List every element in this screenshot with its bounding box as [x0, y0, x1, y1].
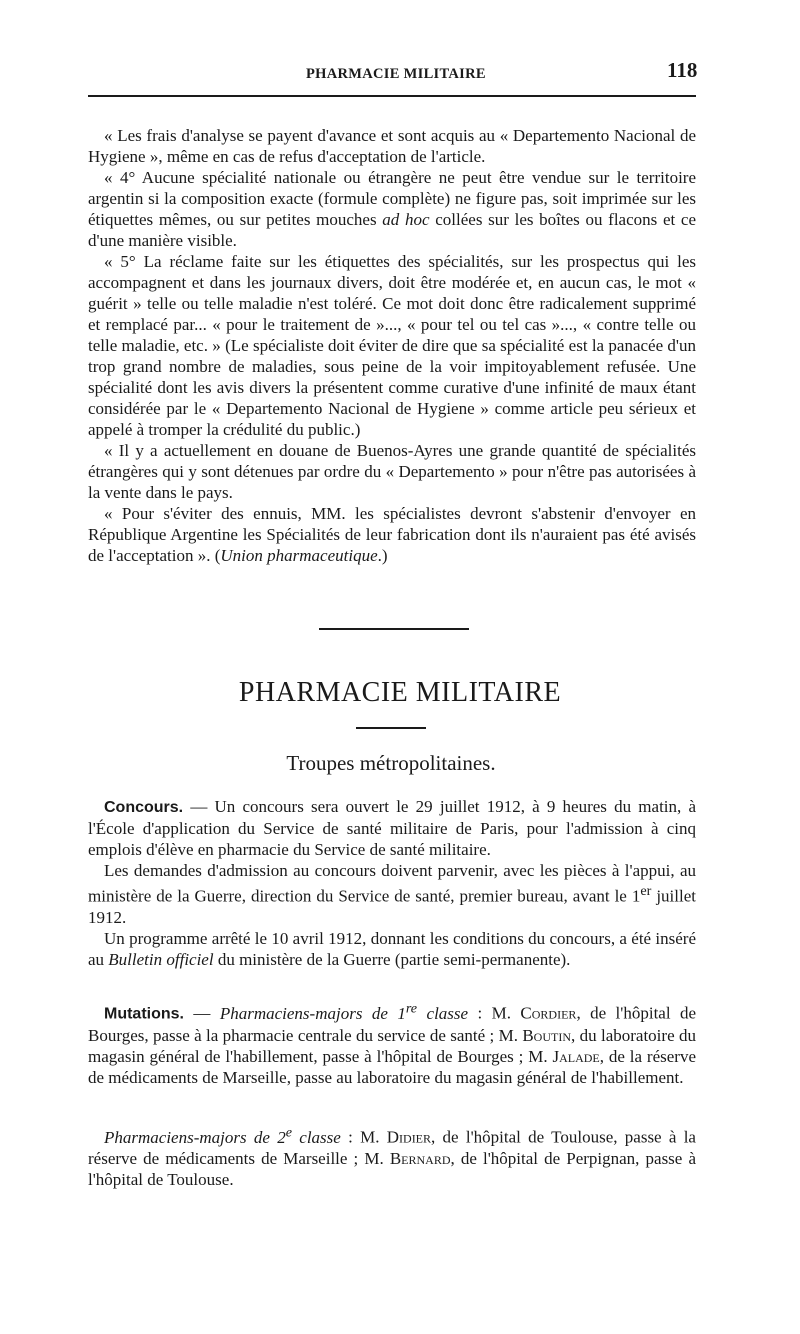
paragraph	[88, 503, 696, 566]
person-name: Boutin	[522, 1025, 572, 1045]
paragraph	[88, 928, 696, 970]
title-underline-rule	[356, 727, 426, 729]
paragraph	[88, 860, 696, 928]
person-name: Cordier	[520, 1003, 577, 1023]
paragraph	[88, 796, 696, 860]
grade-label	[219, 1000, 469, 1023]
mutations-block-2	[88, 1122, 696, 1190]
text-run: —	[184, 1003, 220, 1023]
person-name: Jalade	[552, 1046, 600, 1066]
text-run: , de l'hôpital de Toulouse, passe à la réserve de médicaments de Marseille ; M.	[88, 1127, 696, 1168]
text-run: : M.	[340, 1127, 387, 1147]
text-run: du ministère de la Guerre (partie semi-permanente).	[213, 949, 571, 969]
grade-label	[104, 1124, 341, 1147]
text-run: .)	[377, 546, 388, 565]
run-in-heading: Mutations.	[104, 1005, 184, 1023]
source-citation: Union pharmaceutique	[220, 546, 378, 565]
superscript: re	[405, 1000, 418, 1016]
intro-text-block	[88, 125, 696, 566]
text-run: « Pour s'éviter des ennuis, MM. les spécialistes devront s'abstenir d'envoyer en République Argentine les Spécialités de leur fabrication dont ils n'auraient pas été avisés de l'acceptation ». (	[88, 504, 696, 565]
text-run: collées sur les boîtes ou flacons et ce d'une manière visible.	[88, 210, 697, 250]
paragraph: « 5° La réclame faite sur les étiquettes des spécialités, sur les prospectus qui les accompagnent et dans les journaux divers, doit être modérée et, en aucun cas, le mot « guérit » telle ou telle maladie n'est toléré. Ce mot doit donc être radicalement supprimé et remplacé par... « pour le traitement de »..., « pour tel ou tel cas »..., « contre telle ou telle maladie, etc. » (Le spécialiste doit éviter de dire que sa spécialité est la panacée d'un trop grand nombre de maladies, sous peine de la voir impitoyablement refusée. Une spécialité dont les avis divers la présentent comme curative d'une infinité de maux étant considérée par le « Departemento Nacional de Hygiene » comme article peu sérieux et appelé à tromper la crédulité du public.)	[88, 252, 696, 439]
text-run: Pharmaciens-majors de 2	[104, 1127, 286, 1147]
text-run: : M.	[468, 1003, 521, 1023]
section-title: PHARMACIE MILITAIRE	[238, 677, 562, 708]
page-number: 118	[667, 58, 698, 82]
concours-block	[88, 796, 696, 970]
italic-term: ad hoc	[382, 210, 430, 229]
header-rule	[88, 95, 696, 97]
superscript: e	[285, 1124, 292, 1140]
paragraph	[88, 1122, 696, 1190]
section-separator-rule	[319, 628, 469, 630]
text-run: — Un concours sera ouvert le 29 juillet 1912, à 9 heures du matin, à l'École d'application du Service de santé militaire de Paris, pour l'admission à cinq emplois d'élève en pharmacie du Service de santé militaire.	[88, 797, 696, 859]
text-run: , de l'hôpital de Perpignan, passe à l'hôpital de Toulouse.	[88, 1148, 696, 1189]
mutations-block-1	[88, 998, 696, 1088]
text-run: Les demandes d'admission au concours doivent parvenir, avec les pièces à l'appui, au ministère de la Guerre, direction du Service de santé, premier bureau, avant le 1	[88, 861, 696, 906]
text-run: classe	[417, 1003, 469, 1023]
paragraph: « Il y a actuellement en douane de Buenos-Ayres une grande quantité de spécialités étrangères qui y sont détenues par ordre du « Departemento » pour n'être pas autorisées à la vente dans le pays.	[88, 441, 696, 502]
superscript: er	[640, 883, 652, 899]
paragraph: « Les frais d'analyse se payent d'avance et sont acquis au « Departemento Nacional de Hygiene », même en cas de refus d'acceptation de l'article.	[88, 126, 696, 166]
text-run: Pharmaciens-majors de 1	[219, 1003, 406, 1023]
running-header-title: PHARMACIE MILITAIRE	[306, 66, 486, 82]
text-run: , de la réserve de médicaments de Marseille, passe au laboratoire du magasin général de l'habillement.	[88, 1046, 696, 1087]
text-run: Un programme arrêté le 10 avril 1912, donnant les conditions du concours, a été inséré au	[88, 928, 696, 969]
paragraph	[88, 998, 696, 1088]
person-name: Didier	[386, 1127, 432, 1147]
text-run: , du laboratoire du magasin général de l'habillement, passe à l'hôpital de Bourges ; M.	[88, 1025, 696, 1066]
italic-title: Bulletin officiel	[108, 949, 214, 969]
section-subtitle: Troupes métropolitaines.	[286, 751, 496, 775]
text-run: « 4° Aucune spécialité nationale ou étrangère ne peut être vendue sur le territoire argentin si la composition exacte (formule complète) ne figure pas, soit imprimée sur les étiquettes mêmes, ou sur petites mouches	[88, 168, 696, 229]
text-run: classe	[292, 1127, 341, 1147]
text-run: juillet 1912.	[88, 886, 696, 927]
person-name: Bernard	[389, 1148, 451, 1168]
text-run: , de l'hôpital de Bourges, passe à la pharmacie centrale du service de santé ; M.	[88, 1003, 697, 1045]
run-in-heading: Concours.	[104, 799, 184, 816]
paragraph	[88, 167, 696, 251]
